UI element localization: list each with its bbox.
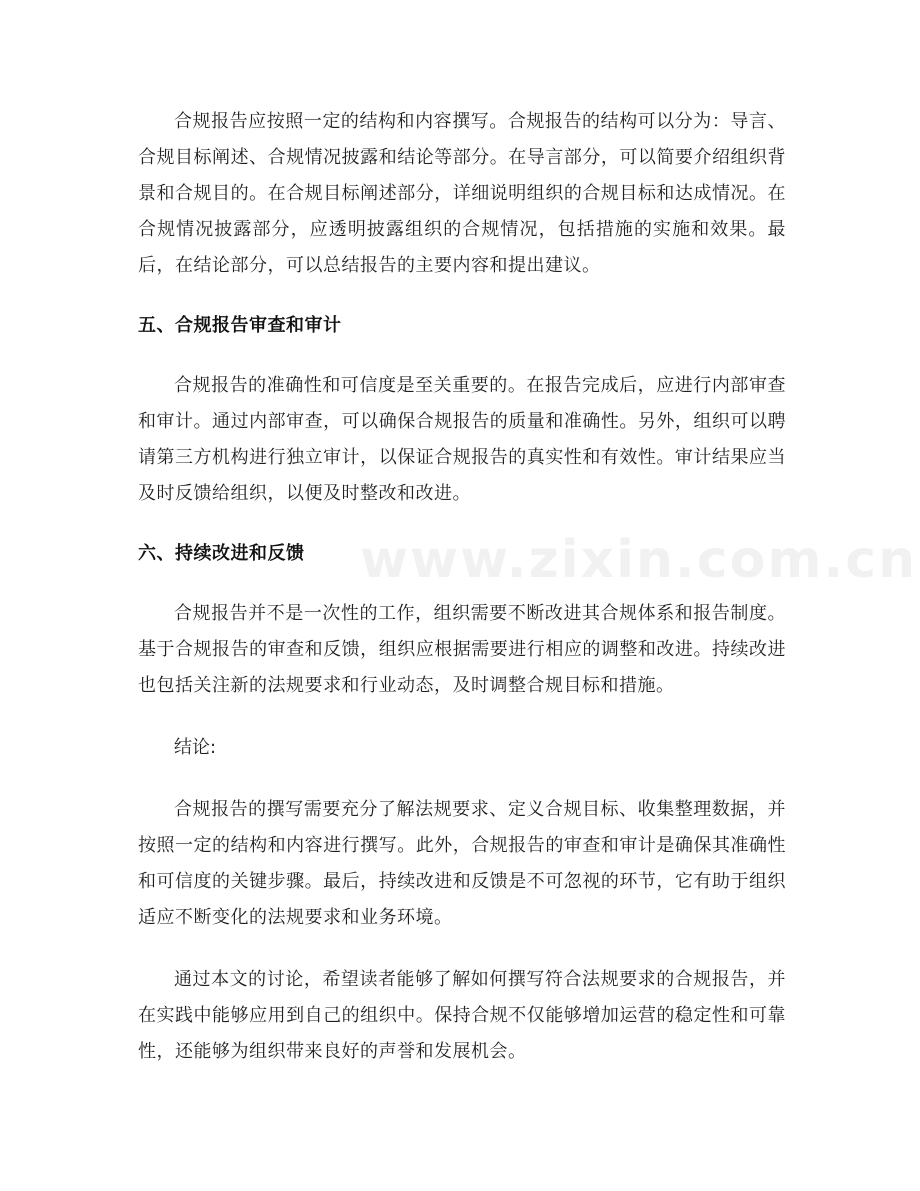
conclusion-paragraph-1: 合规报告的撰写需要充分了解法规要求、定义合规目标、收集整理数据，并按照一定的结构和内容进行撰写。此外，合规报告的审查和审计是确保其准确性和可信度的关键步骤。最后，持续改进和反馈是不可忽视的环节，它有助于组织适应不断变化的法规要求和业务环境。	[138, 799, 786, 928]
intro-paragraph: 合规报告应按照一定的结构和内容撰写。合规报告的结构可以分为：导言、合规目标阐述、合规情况披露和结论等部分。在导言部分，可以简要介绍组织背景和合规目的。在合规目标阐述部分，详细说明组织的合规目标和达成情况。在合规情况披露部分，应透明披露组织的合规情况，包括措施的实施和效果。最后，在结论部分，可以总结报告的主要内容和提出建议。	[138, 111, 786, 276]
conclusion-label: 结论:	[174, 737, 217, 758]
conclusion-paragraph-2: 通过本文的讨论，希望读者能够了解如何撰写符合法规要求的合规报告，并在实践中能够应用到自己的组织中。保持合规不仅能够增加运营的稳定性和可靠性，还能够为组织带来良好的声誉和发展机会。	[138, 969, 786, 1062]
section-6-heading: 六、持续改进和反馈	[138, 543, 305, 564]
watermark-text: www.zixin.com.cn	[360, 530, 918, 590]
section-6-paragraph: 合规报告并不是一次性的工作，组织需要不断改进其合规体系和报告制度。基于合规报告的审查和反馈，组织应根据需要进行相应的调整和改进。持续改进也包括关注新的法规要求和行业动态，及时调整合规目标和措施。	[138, 603, 786, 696]
section-5-heading: 五、合规报告审查和审计	[138, 315, 342, 336]
section-5-paragraph: 合规报告的准确性和可信度是至关重要的。在报告完成后，应进行内部审查和审计。通过内部审查，可以确保合规报告的质量和准确性。另外，组织可以聘请第三方机构进行独立审计，以保证合规报告的真实性和有效性。审计结果应当及时反馈给组织，以便及时整改和改进。	[138, 375, 786, 504]
document-body	[138, 104, 786, 1070]
